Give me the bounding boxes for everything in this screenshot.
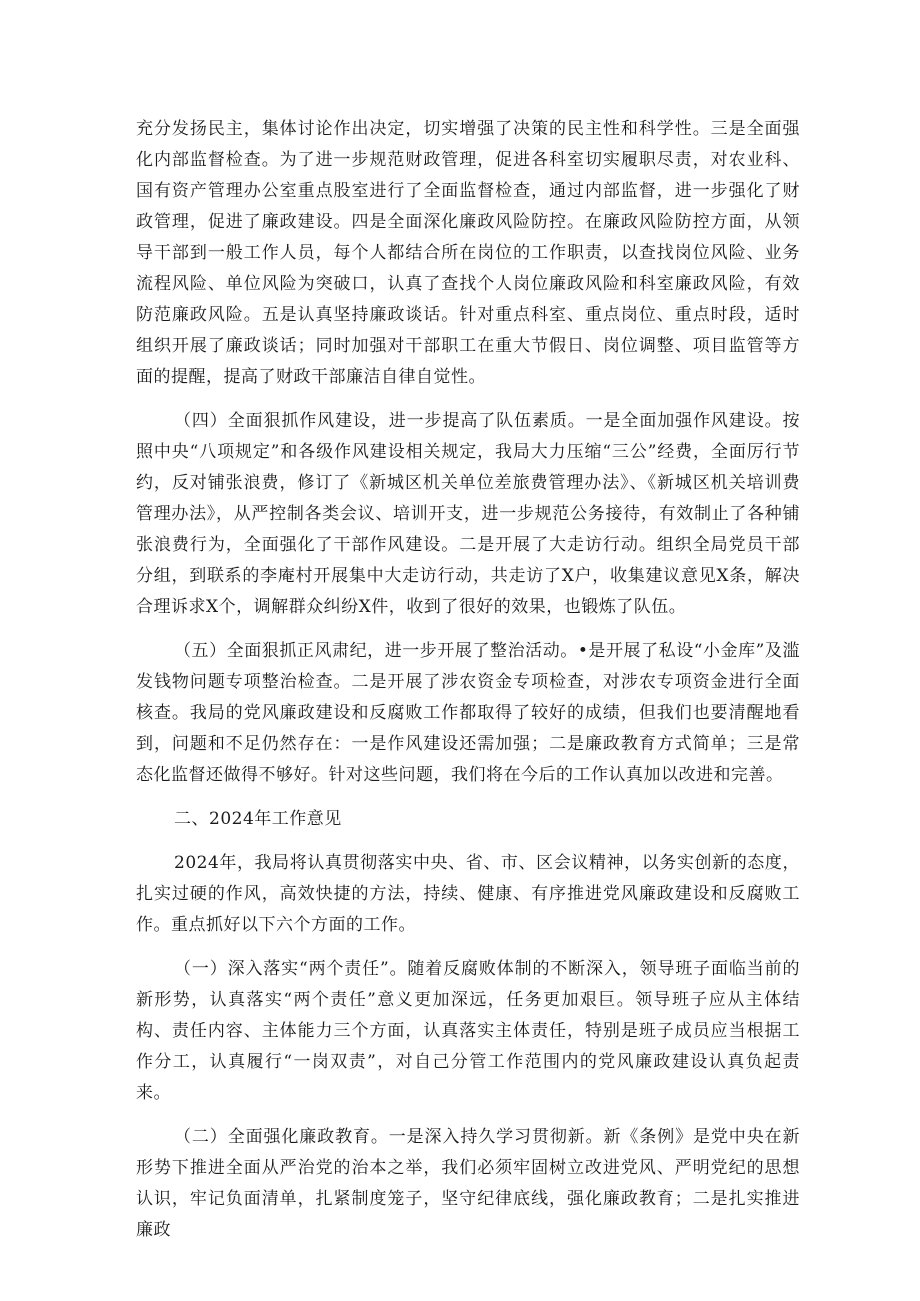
section-heading-2024: 二、2024年工作意见 <box>174 809 342 829</box>
paragraph-continuation: 充分发扬民主，集体讨论作出决定，切实增强了决策的民主性和科学性。三是全面强化内部监督检查。为了进一步规范财政管理，促进各科室切实履职尽责，对农业科、国有资产管理办公室重点股室进行了全面监督检查，通过内部监督，进一步强化了财政管理，促进了廉政建设。四是全面深化廉政风险防控。在廉政风险防控方面，从领导干部到一般工作人员，每个人都结合所在岗位的工作职责，以查找岗位风险、业务流程风险、单位风险为突破口，认真了查找个人岗位廉政风险和科室廉政风险，有效防范廉政风险。五是认真坚持廉政谈话。针对重点科室、重点岗位、重点时段，适时组织开展了廉政谈话；同时加强对干部职工在重大节假日、岗位调整、项目监管等方面的提醒，提高了财政干部廉洁自律自觉性。 <box>136 119 800 387</box>
paragraph-item-two: （二）全面强化廉政教育。一是深入持久学习贯彻新。新《条例》是党中央在新形势下推进全面从严治党的治本之举，我们必须牢固树立改进党风、严明党纪的思想认识，牢记负面清单，扎紧制度笼子，坚守纪律底线，强化廉政教育；二是扎实推进廉政 <box>136 1127 800 1240</box>
paragraph-section-four: （四）全面狠抓作风建设，进一步提高了队伍素质。一是全面加强作风建设。按照中央“八项规定”和各级作风建设相关规定，我局大力压缩“三公”经费，全面厉行节约，反对铺张浪费，修订了《新城区机关单位差旅费管理办法》、《新城区机关培训费管理办法》，从严控制各类会议、培训开支，进一步规范公务接待，有效制止了各种铺张浪费行为，全面强化了干部作风建设。二是开展了大走访行动。组织全局党员干部分组，到联系的李庵村开展集中大走访行动，共走访了X户，收集建议意见X条，解决合理诉求X个，调解群众纠纷X件，收到了很好的效果，也锻炼了队伍。 <box>136 411 800 617</box>
document-body <box>136 114 800 1259</box>
paragraph-item-one: （一）深入落实“两个责任”。随着反腐败体制的不断深入，领导班子面临当前的新形势，认真落实“两个责任”意义更加深远，任务更加艰巨。领导班子应从主体结构、责任内容、主体能力三个方面，认真落实主体责任，特别是班子成员应当根据工作分工，认真履行“一岗双责”，对自己分管工作范围内的党风廉政建设认真负起责来。 <box>136 959 800 1103</box>
paragraph-section-five: （五）全面狠抓正风肃纪，进一步开展了整治活动。•是开展了私设“小金库”及滥发钱物问题专项整治检查。二是开展了涉农资金专项检查，对涉农专项资金进行全面核查。我局的党风廉政建设和反腐败工作都取得了较好的成绩，但我们也要清醒地看到，问题和不足仍然存在：一是作风建设还需加强；二是廉政教育方式简单；三是常态化监督还做得不够好。针对这些问题，我们将在今后的工作认真加以改进和完善。 <box>136 641 800 785</box>
paragraph-2024-intro: 2024年，我局将认真贯彻落实中央、省、市、区会议精神，以务实创新的态度，扎实过硬的作风，高效快捷的方法，持续、健康、有序推进党风廉政建设和反腐败工作。重点抓好以下六个方面的工作。 <box>136 853 800 935</box>
